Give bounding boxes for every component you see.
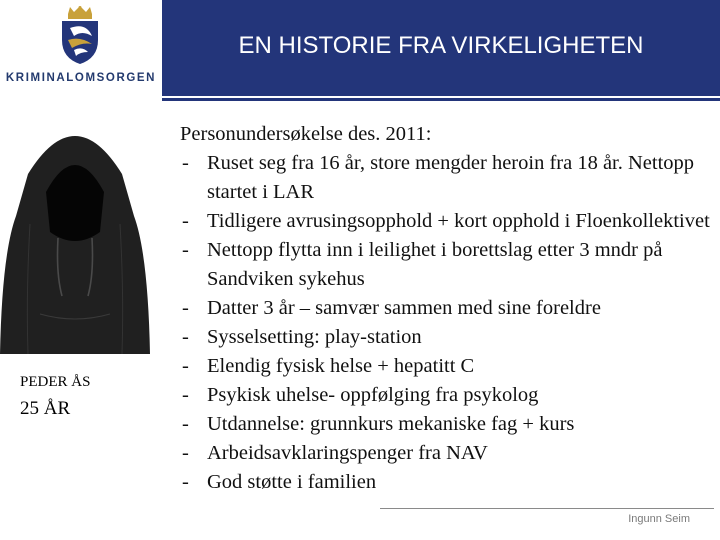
list-item-text: Datter 3 år – samvær sammen med sine foreldre [207,297,601,319]
footer-divider [380,508,714,509]
list-item-text: Utdannelse: grunnkurs mekaniske fag + kurs [207,413,575,435]
list-item [180,294,716,323]
person-age: 25 ÅR [20,398,71,419]
list-item-text: Nettopp flytta inn i leilighet i borettslag etter 3 mndr på Sandviken sykehus [207,239,663,290]
list-item [180,468,716,497]
list-item-text: Elendig fysisk helse + hepatitt C [207,355,475,377]
list-item-text: Tidligere avrusingsopphold + kort opphold i Floenkollektivet [207,210,710,232]
person-name: PEDER ÅS [20,374,91,390]
list-item-text: Arbeidsavklaringspenger fra NAV [207,442,488,464]
bullet-marker: - [182,326,189,348]
list-item [180,439,716,468]
crest-icon [52,6,108,66]
list-item [180,381,716,410]
hoodie-photo [0,104,150,354]
bullet-marker: - [182,384,189,406]
bullet-marker: - [182,442,189,464]
header-divider [162,98,720,101]
list-item [180,207,716,236]
summary-list [180,149,716,497]
bullet-marker: - [182,152,189,174]
list-item [180,323,716,352]
page-title: EN HISTORIE FRA VIRKELIGHETEN [238,32,644,59]
list-item-text: Psykisk uhelse- oppfølging fra psykolog [207,384,539,406]
summary-heading: Personundersøkelse des. 2011: [180,123,432,145]
bullet-marker: - [182,355,189,377]
list-item-text: God støtte i familien [207,471,377,493]
list-item [180,149,716,207]
bullet-marker: - [182,297,189,319]
list-item-text: Sysselsetting: play-station [207,326,422,348]
bullet-marker: - [182,210,189,232]
footer-author: Ingunn Seim [628,513,690,525]
org-name: KRIMINALOMSORGEN [5,72,157,84]
bullet-marker: - [182,239,189,261]
list-item [180,352,716,381]
bullet-marker: - [182,471,189,493]
list-item [180,236,716,294]
list-item-text: Ruset seg fra 16 år, store mengder heroin fra 18 år. Nettopp startet i LAR [207,152,695,203]
list-item [180,410,716,439]
case-summary [180,120,716,497]
bullet-marker: - [182,413,189,435]
header-bar [162,0,720,96]
logo [0,0,162,100]
